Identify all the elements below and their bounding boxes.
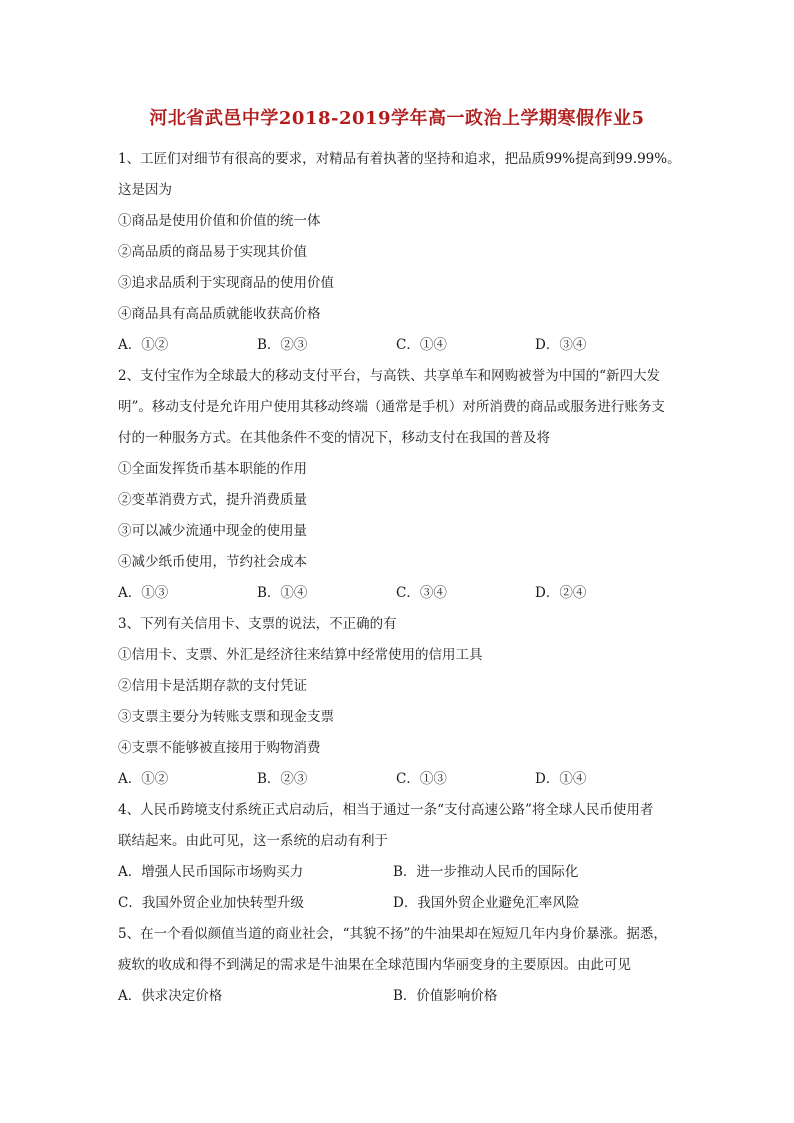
option-b: B．价值影响价格 (393, 988, 498, 1004)
question-stem-line: 这是因为 (118, 182, 172, 198)
question-2 (118, 361, 688, 609)
option-d: D．②④ (535, 585, 587, 601)
option-a: A．增强人民币国际市场购买力 (118, 864, 304, 880)
statement-item: ①全面发挥货币基本职能的作用 (118, 461, 307, 477)
question-stem-line: 联结起来。由此可见，这一系统的启动有利于 (118, 833, 388, 849)
option-a: A．①② (118, 771, 169, 787)
question-1 (118, 144, 688, 361)
option-d: D．①④ (535, 771, 587, 787)
statement-item: ③支票主要分为转账支票和现金支票 (118, 709, 334, 725)
statement-item: ④减少纸币使用，节约社会成本 (118, 554, 307, 570)
statement-item: ②变革消费方式，提升消费质量 (118, 492, 307, 508)
statement-item: ②高品质的商品易于实现其价值 (118, 244, 307, 260)
statement-item: ②信用卡是活期存款的支付凭证 (118, 678, 307, 694)
document-title: 河北省武邑中学2018-2019学年高一政治上学期寒假作业5 (149, 108, 645, 129)
question-stem-line: 3、下列有关信用卡、支票的说法，不正确的有 (118, 616, 397, 632)
option-a: A．①③ (118, 585, 169, 601)
question-stem-line: 4、人民币跨境支付系统正式启动后，相当于通过一条“支付高速公路”将全球人民币使用者 (118, 802, 654, 818)
option-a: A．供求决定价格 (118, 988, 223, 1004)
statement-item: ③追求品质利于实现商品的使用价值 (118, 275, 334, 291)
option-b: B．②③ (257, 337, 308, 353)
option-c: C．①③ (396, 771, 447, 787)
answer-options (118, 764, 688, 795)
statement-item: ①商品是使用价值和价值的统一体 (118, 213, 321, 229)
option-d: D．③④ (535, 337, 587, 353)
option-c: C．我国外贸企业加快转型升级 (118, 895, 304, 911)
questions-list (118, 144, 688, 1012)
question-stem-line: 明”。移动支付是允许用户使用其移动终端（通常是手机）对所消费的商品或服务进行账务支 (118, 399, 665, 415)
option-b: B．①④ (257, 585, 308, 601)
question-stem-line: 疲软的收成和得不到满足的需求是牛油果在全球范围内华丽变身的主要原因。由此可见 (118, 957, 631, 973)
option-c: C．③④ (396, 585, 447, 601)
answer-options-row (118, 888, 688, 919)
answer-options (118, 578, 688, 609)
question-4 (118, 795, 688, 919)
question-5 (118, 919, 688, 1012)
question-stem-line: 付的一种服务方式。在其他条件不变的情况下，移动支付在我国的普及将 (118, 430, 550, 446)
option-b: B．②③ (257, 771, 308, 787)
question-stem-line: 2、支付宝作为全球最大的移动支付平台，与高铁、共享单车和网购被誉为中国的“新四大发 (118, 368, 660, 384)
option-d: D．我国外贸企业避免汇率风险 (393, 895, 580, 911)
answer-options-row (118, 857, 688, 888)
option-c: C．①④ (396, 337, 447, 353)
statement-item: ③可以减少流通中现金的使用量 (118, 523, 307, 539)
question-3 (118, 609, 688, 795)
question-stem-line: 1、工匠们对细节有很高的要求，对精品有着执著的坚持和追求，把品质99%提高到99.99%。 (118, 151, 681, 167)
option-a: A．①② (118, 337, 169, 353)
option-b: B．进一步推动人民币的国际化 (393, 864, 579, 880)
statement-item: ④商品具有高品质就能收获高价格 (118, 306, 321, 322)
statement-item: ④支票不能够被直接用于购物消费 (118, 740, 321, 756)
statement-item: ①信用卡、支票、外汇是经济往来结算中经常使用的信用工具 (118, 647, 483, 663)
answer-options (118, 330, 688, 361)
question-stem-line: 5、在一个看似颜值当道的商业社会，“其貌不扬”的牛油果却在短短几年内身价暴涨。据悉， (118, 926, 667, 942)
answer-options-row (118, 981, 688, 1012)
